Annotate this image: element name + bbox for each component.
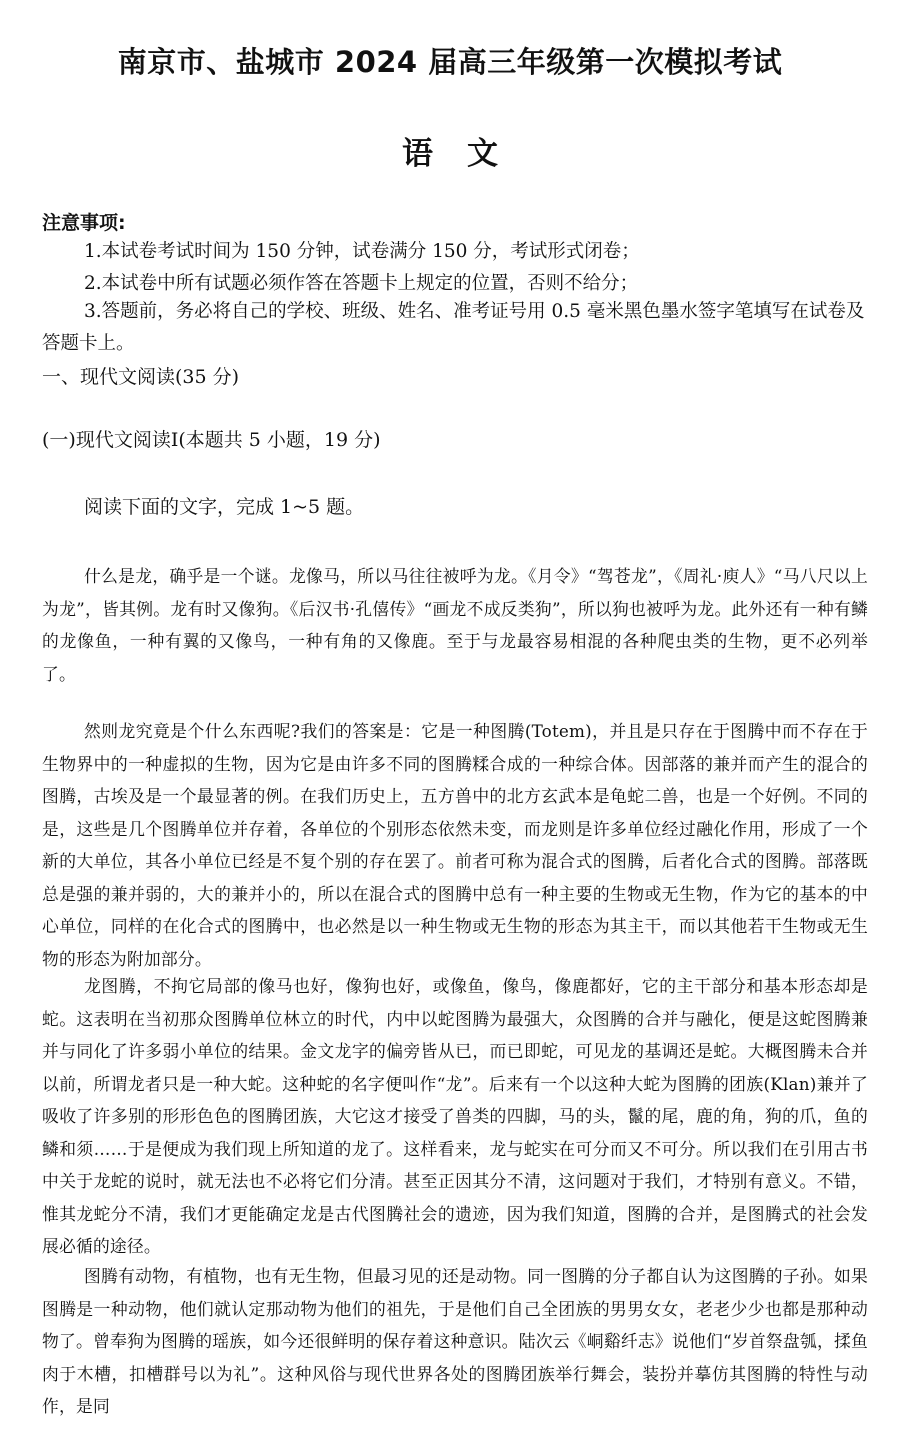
passage-paragraph: 图腾有动物，有植物，也有无生物，但最习见的还是动物。同一图腾的分子都自认为这图腾的子孙。如果图腾是一种动物，他们就认定那动物为他们的祖先，于是他们自己全团族的男男女女，老老少少也都是那种动物了。曾奉狗为图腾的瑶族，如今还很鲜明的保存着这种意识。陆次云《峒谿纤志》说他们“岁首祭盘瓠，揉鱼肉于木槽，扣槽群号以为礼”。这种风俗与现代世界各处的图腾团族举行舞会，装扮并摹仿其图腾的特性与动作，是同 xyxy=(42,1266,868,1416)
notice-item: 2.本试卷中所有试题必须作答在答题卡上规定的位置，否则不给分； xyxy=(84,273,639,294)
exam-title: 南京市、盐城市 2024 届高三年级第一次模拟考试 xyxy=(117,45,783,79)
notice-item: 1.本试卷考试时间为 150 分钟，试卷满分 150 分，考试形式闭卷； xyxy=(84,241,640,262)
section-subtitle: (一)现代文阅读Ⅰ(本题共 5 小题，19 分) xyxy=(42,429,381,451)
notice-item: 3.答题前，务必将自己的学校、班级、姓名、准考证号用 0.5 毫米黑色墨水签字笔填写在试卷及答题卡上。 xyxy=(42,301,865,354)
reading-instruction: 阅读下面的文字，完成 1~5 题。 xyxy=(84,496,365,518)
section-title: 一、现代文阅读(35 分) xyxy=(42,366,240,388)
passage-paragraph: 然则龙究竟是个什么东西呢?我们的答案是：它是一种图腾(Totem)，并且是只存在于图腾中而不存在于生物界中的一种虚拟的生物，因为它是由许多不同的图腾糅合成的一种综合体。因部落的兼并而产生的混合的图腾，古埃及是一个最显著的例。在我们历史上，五方兽中的北方玄武本是龟蛇二兽，也是一个好例。不同的是，这些是几个图腾单位并存着，各单位的个别形态依然未变，而龙则是许多单位经过融化作用，形成了一个新的大单位，其各小单位已经是不复个别的存在罢了。前者可称为混合式的图腾，后者化合式的图腾。部落既总是强的兼并弱的，大的兼并小的，所以在混合式的图腾中总有一种主要的生物或无生物，作为它的基本的中心单位，同样的在化合式的图腾中，也必然是以一种生物或无生物的形态为其主干，而以其他若干生物或无生物的形态为附加部分。 xyxy=(42,721,868,969)
passage-paragraph: 什么是龙，确乎是一个谜。龙像马，所以马往往被呼为龙。《月令》“驾苍龙”，《周礼·庾人》“马八尺以上为龙”，皆其例。龙有时又像狗。《后汉书·孔僖传》“画龙不成反类狗”，所以狗也被呼为龙。此外还有一种有鳞的龙像鱼，一种有翼的又像鸟，一种有角的又像鹿。至于与龙最容易相混的各种爬虫类的生物，更不必列举了。 xyxy=(42,566,868,684)
notice-heading: 注意事项: xyxy=(42,212,126,234)
passage-paragraph: 龙图腾，不拘它局部的像马也好，像狗也好，或像鱼，像鸟，像鹿都好，它的主干部分和基本形态却是蛇。这表明在当初那众图腾单位林立的时代，内中以蛇图腾为最强大，众图腾的合并与融化，便是这蛇图腾兼并与同化了许多弱小单位的结果。金文龙字的偏旁皆从已，而已即蛇，可见龙的基调还是蛇。大概图腾未合并以前，所谓龙者只是一种大蛇。这种蛇的名字便叫作“龙”。后来有一个以这种大蛇为图腾的团族(Klan)兼并了吸收了许多别的形形色色的图腾团族，大它这才接受了兽类的四脚，马的头，鬣的尾，鹿的角，狗的爪，鱼的鳞和须……于是便成为我们现上所知道的龙了。这样看来，龙与蛇实在可分而又不可分。所以我们在引用古书中关于龙蛇的说时，就无法也不必将它们分清。甚至正因其分不清，这问题对于我们，才特别有意义。不错，惟其龙蛇分不清，我们才更能确定龙是古代图腾社会的遗迹，因为我们知道，图腾的合并，是图腾式的社会发展必循的途径。 xyxy=(42,976,868,1256)
subject-title: 语文 xyxy=(402,136,532,172)
